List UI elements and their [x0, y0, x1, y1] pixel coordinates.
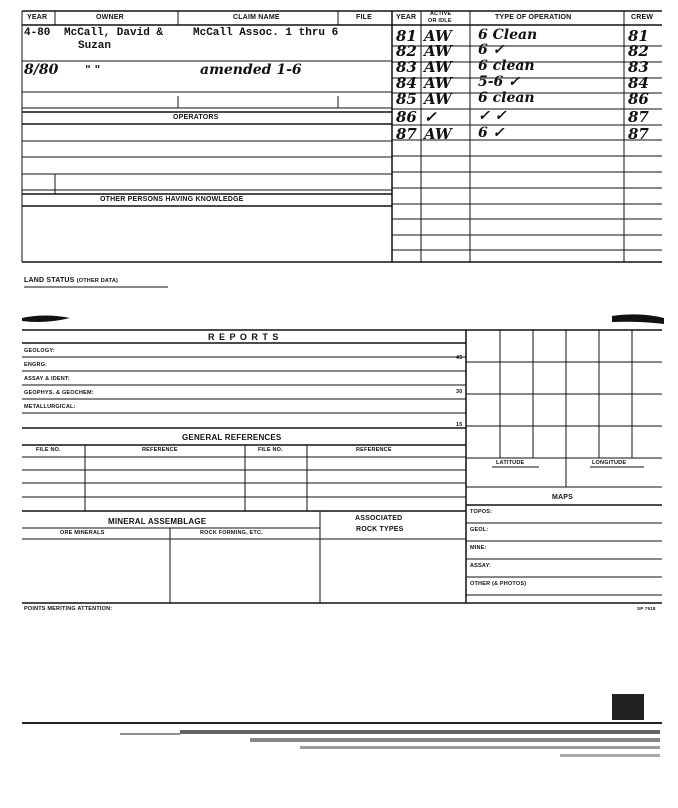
op-status: AW	[424, 42, 452, 60]
scale-30: 30	[456, 389, 463, 395]
header-file: FILE	[356, 14, 372, 21]
label-geology: GEOLOGY:	[24, 348, 55, 354]
label-geophys: GEOPHYS. & GEOCHEM:	[24, 390, 94, 396]
op-year: 87	[396, 125, 417, 143]
label-longitude: LONGITUDE	[592, 460, 627, 466]
op-year: 85	[396, 90, 417, 108]
label-other-photos: OTHER (& PHOTOS)	[470, 581, 527, 587]
maps-heading: MAPS	[552, 494, 574, 501]
op-year: 84	[396, 74, 417, 92]
header-year-2: YEAR	[396, 14, 417, 21]
op-type: 6 ✓	[478, 42, 505, 58]
header-active: ACTIVE	[430, 11, 452, 17]
owner-year-2: 8/80	[24, 62, 59, 78]
op-type: ✓ ✓	[478, 108, 507, 124]
header-type-of-operation: TYPE OF OPERATION	[495, 14, 572, 21]
land-status-sub: (OTHER DATA)	[76, 278, 119, 284]
header-claim-name: CLAIM NAME	[233, 14, 280, 21]
op-crew: 84	[628, 74, 649, 92]
op-status: AW	[424, 27, 452, 45]
operators-heading: OPERATORS	[173, 114, 219, 121]
label-latitude: LATITUDE	[496, 460, 525, 466]
col-reference-1: REFERENCE	[142, 447, 178, 453]
scan-noise	[22, 694, 662, 757]
op-type: 5-6 ✓	[478, 74, 520, 90]
col-file-no-1: FILE NO.	[36, 447, 61, 453]
op-status: AW	[424, 125, 452, 143]
header-crew: CREW	[631, 14, 654, 21]
op-type: 6 clean	[478, 90, 535, 106]
owner-year-1: 4-80	[24, 27, 51, 39]
op-year: 81	[396, 27, 417, 45]
op-crew: 81	[628, 27, 649, 45]
owner-claim-1: McCall Assoc. 1 thru 6	[193, 27, 339, 39]
owner-name-1-line2: Suzan	[78, 40, 112, 52]
associated-heading: ASSOCIATED	[355, 515, 403, 522]
label-mine: MINE:	[470, 545, 487, 551]
scale-45: 45	[456, 355, 463, 361]
label-assay-map: ASSAY:	[470, 563, 492, 569]
points-meriting-attention: POINTS MERITING ATTENTION:	[24, 606, 113, 612]
header-owner: OWNER	[96, 14, 124, 21]
col-rock-forming: ROCK FORMING, ETC.	[200, 530, 263, 536]
op-status: ✓	[424, 108, 437, 126]
general-references-heading: GENERAL REFERENCES	[182, 433, 282, 442]
col-reference-2: REFERENCE	[356, 447, 392, 453]
op-year: 83	[396, 58, 417, 76]
label-topos: TOPOS:	[470, 509, 493, 515]
op-status: AW	[424, 90, 452, 108]
op-type: 6 Clean	[478, 27, 538, 43]
op-type: 6 ✓	[478, 125, 505, 141]
op-year: 86	[396, 108, 417, 126]
other-persons-heading: OTHER PERSONS HAVING KNOWLEDGE	[100, 196, 244, 203]
op-crew: 86	[628, 90, 649, 108]
reports-heading: R E P O R T S	[208, 332, 280, 342]
owner-claim-2: amended 1-6	[200, 62, 302, 78]
op-status: AW	[424, 74, 452, 92]
form-number: SP 7518	[637, 606, 656, 611]
rock-types-heading: ROCK TYPES	[356, 526, 404, 533]
land-status-heading: LAND STATUS (OTHER DATA)	[24, 277, 119, 284]
op-type: 6 clean	[478, 58, 535, 74]
label-engrg: ENGRG:	[24, 362, 48, 368]
smudge-right	[612, 314, 664, 324]
label-assay-ident: ASSAY & IDENT:	[24, 376, 70, 382]
col-ore-minerals: ORE MINERALS	[60, 530, 105, 536]
owner-name-2: " "	[85, 63, 101, 76]
header-year: YEAR	[27, 14, 48, 21]
op-year: 82	[396, 42, 417, 60]
mineral-assemblage-heading: MINERAL ASSEMBLAGE	[108, 517, 207, 526]
scale-15: 15	[456, 422, 463, 428]
label-metallurgical: METALLURGICAL:	[24, 404, 76, 410]
smudge-left	[22, 316, 70, 323]
col-file-no-2: FILE NO.	[258, 447, 283, 453]
op-crew: 87	[628, 108, 649, 126]
op-crew: 82	[628, 42, 649, 60]
header-or-idle: OR IDLE	[428, 18, 452, 24]
op-crew: 87	[628, 125, 649, 143]
owner-name-1: McCall, David &	[64, 27, 164, 39]
op-status: AW	[424, 58, 452, 76]
op-crew: 83	[628, 58, 649, 76]
label-geol: GEOL:	[470, 527, 489, 533]
